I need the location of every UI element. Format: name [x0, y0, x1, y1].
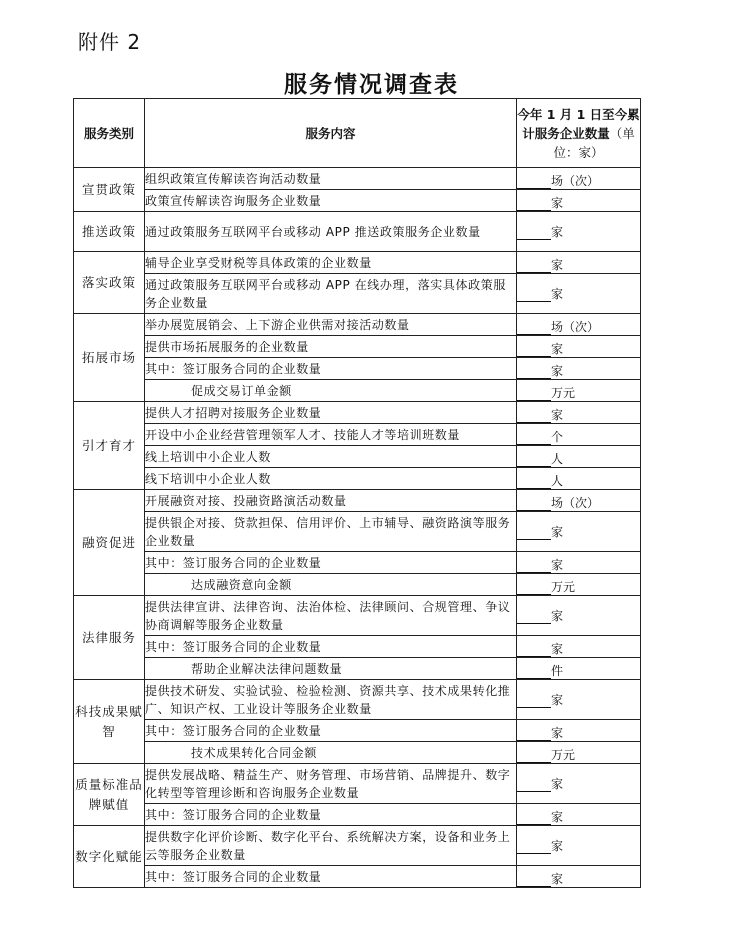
count-input-blank[interactable]: [517, 497, 551, 511]
category-cell: 拓展市场: [74, 314, 145, 402]
service-item: 举办展览展销会、上下游企业供需对接活动数量: [145, 314, 517, 336]
count-unit: 家: [551, 726, 564, 740]
service-item: 帮助企业解决法律问题数量: [145, 658, 517, 680]
service-item: 促成交易订单金额: [145, 380, 517, 402]
table-row: [74, 402, 641, 424]
category-cell: 宣贯政策: [74, 168, 145, 212]
service-item: 通过政策服务互联网平台或移动 APP 在线办理，落实具体政策服务企业数量: [145, 274, 517, 314]
header-category: 服务类别: [74, 99, 145, 168]
service-item: 提供人才招聘对接服务企业数量: [145, 402, 517, 424]
category-cell: 质量标准品牌赋值: [74, 764, 145, 826]
count-cell: [517, 742, 641, 764]
page-title: 服务情况调查表: [284, 72, 459, 98]
count-input-blank[interactable]: [517, 288, 551, 302]
service-item: 其中：签订服务合同的企业数量: [145, 804, 517, 826]
service-item: 技术成果转化合同金额: [145, 742, 517, 764]
count-cell: [517, 252, 641, 274]
service-item: 提供技术研发、实验试验、检验检测、资源共享、技术成果转化推广、知识产权、工业设计等服务企业数量: [145, 680, 517, 720]
count-input-blank[interactable]: [517, 749, 551, 763]
count-input-blank[interactable]: [517, 475, 551, 489]
count-unit: 家: [551, 525, 564, 539]
table-row: [74, 680, 641, 720]
count-input-blank[interactable]: [517, 610, 551, 624]
category-cell: 法律服务: [74, 596, 145, 680]
category-cell: 引才育才: [74, 402, 145, 490]
table-row: [74, 658, 641, 680]
count-unit: 家: [551, 408, 564, 422]
count-input-blank[interactable]: [517, 343, 551, 357]
count-input-blank[interactable]: [517, 321, 551, 335]
count-cell: [517, 866, 641, 888]
table-row: [74, 596, 641, 636]
count-input-blank[interactable]: [517, 226, 551, 240]
count-cell: [517, 596, 641, 636]
attachment-label: 附件 2: [78, 30, 142, 54]
count-cell: [517, 574, 641, 596]
count-unit: 家: [551, 609, 564, 623]
table-row: [74, 826, 641, 866]
count-unit: 场（次）: [551, 174, 600, 188]
count-cell: [517, 804, 641, 826]
count-cell: [517, 636, 641, 658]
table-row: [74, 468, 641, 490]
count-input-blank[interactable]: [517, 526, 551, 540]
count-input-blank[interactable]: [517, 840, 551, 854]
table-row: [74, 252, 641, 274]
count-input-blank[interactable]: [517, 365, 551, 379]
table-row: [74, 490, 641, 512]
category-cell: 科技成果赋智: [74, 680, 145, 764]
header-count: [517, 99, 641, 168]
service-item: 其中：签订服务合同的企业数量: [145, 552, 517, 574]
service-item: 其中：签订服务合同的企业数量: [145, 720, 517, 742]
table-row: [74, 336, 641, 358]
count-input-blank[interactable]: [517, 387, 551, 401]
table-row: [74, 274, 641, 314]
table-row: [74, 804, 641, 826]
table-row: [74, 168, 641, 190]
survey-body: [74, 168, 641, 888]
service-item: 组织政策宣传解读咨询活动数量: [145, 168, 517, 190]
count-input-blank[interactable]: [517, 431, 551, 445]
table-row: [74, 720, 641, 742]
count-input-blank[interactable]: [517, 665, 551, 679]
table-row: [74, 212, 641, 252]
category-cell: 数字化赋能: [74, 826, 145, 888]
count-input-blank[interactable]: [517, 581, 551, 595]
table-row: [74, 552, 641, 574]
count-cell: [517, 314, 641, 336]
count-unit: 人: [551, 474, 564, 488]
count-cell: [517, 680, 641, 720]
count-unit: 家: [551, 777, 564, 791]
table-row: [74, 446, 641, 468]
count-unit: 家: [551, 558, 564, 572]
count-input-blank[interactable]: [517, 643, 551, 657]
service-item: 辅导企业享受财税等具体政策的企业数量: [145, 252, 517, 274]
count-cell: [517, 424, 641, 446]
count-unit: 家: [551, 364, 564, 378]
count-input-blank[interactable]: [517, 175, 551, 189]
count-cell: [517, 658, 641, 680]
service-item: 提供发展战略、精益生产、财务管理、市场营销、品牌提升、数字化转型等管理诊断和咨询服务企业数量: [145, 764, 517, 804]
table-row: [74, 380, 641, 402]
service-item: 线上培训中小企业人数: [145, 446, 517, 468]
table-row: [74, 764, 641, 804]
count-cell: [517, 826, 641, 866]
count-cell: [517, 468, 641, 490]
service-item: 达成融资意向金额: [145, 574, 517, 596]
count-cell: [517, 720, 641, 742]
count-unit: 万元: [551, 748, 576, 762]
table-row: [74, 190, 641, 212]
count-unit: 家: [551, 225, 564, 239]
service-item: 其中：签订服务合同的企业数量: [145, 636, 517, 658]
count-cell: [517, 190, 641, 212]
count-input-blank[interactable]: [517, 197, 551, 211]
table-row: [74, 574, 641, 596]
header-content: 服务内容: [145, 99, 517, 168]
count-unit: 家: [551, 642, 564, 656]
count-cell: [517, 336, 641, 358]
table-row: [74, 358, 641, 380]
count-cell: [517, 212, 641, 252]
count-input-blank[interactable]: [517, 727, 551, 741]
count-unit: 家: [551, 693, 564, 707]
count-input-blank[interactable]: [517, 873, 551, 887]
count-unit: 家: [551, 258, 564, 272]
count-cell: [517, 274, 641, 314]
service-item: 开设中小企业经营管理领军人才、技能人才等培训班数量: [145, 424, 517, 446]
count-cell: [517, 380, 641, 402]
count-cell: [517, 402, 641, 424]
count-unit: 家: [551, 810, 564, 824]
table-row: [74, 314, 641, 336]
count-unit: 家: [551, 839, 564, 853]
count-cell: [517, 490, 641, 512]
count-unit: 万元: [551, 580, 576, 594]
service-item: 提供数字化评价诊断、数字化平台、系统解决方案，设备和业务上云等服务企业数量: [145, 826, 517, 866]
service-item: 政策宣传解读咨询服务企业数量: [145, 190, 517, 212]
count-cell: [517, 446, 641, 468]
count-input-blank[interactable]: [517, 778, 551, 792]
count-unit: 人: [551, 452, 564, 466]
table-row: [74, 866, 641, 888]
count-unit: 家: [551, 196, 564, 210]
count-cell: [517, 512, 641, 552]
count-cell: [517, 358, 641, 380]
count-unit: 万元: [551, 386, 576, 400]
table-row: [74, 742, 641, 764]
count-unit: 件: [551, 664, 564, 678]
service-item: 提供市场拓展服务的企业数量: [145, 336, 517, 358]
table-row: [74, 636, 641, 658]
service-item: 开展融资对接、投融资路演活动数量: [145, 490, 517, 512]
count-unit: 个: [551, 430, 564, 444]
header-count-unit: （单位：家）: [553, 125, 635, 160]
table-row: [74, 512, 641, 552]
survey-table: [73, 98, 641, 888]
count-unit: 场（次）: [551, 496, 600, 510]
category-cell: 推送政策: [74, 212, 145, 252]
service-item: 提供法律宣讲、法律咨询、法治体检、法律顾问、合规管理、争议协商调解等服务企业数量: [145, 596, 517, 636]
count-input-blank[interactable]: [517, 811, 551, 825]
service-item: 其中：签订服务合同的企业数量: [145, 358, 517, 380]
count-input-blank[interactable]: [517, 409, 551, 423]
service-item: 提供银企对接、贷款担保、信用评价、上市辅导、融资路演等服务企业数量: [145, 512, 517, 552]
service-item: 通过政策服务互联网平台或移动 APP 推送政策服务企业数量: [145, 212, 517, 252]
category-cell: 融资促进: [74, 490, 145, 596]
count-cell: [517, 552, 641, 574]
count-input-blank[interactable]: [517, 694, 551, 708]
service-item: 线下培训中小企业人数: [145, 468, 517, 490]
count-unit: 家: [551, 287, 564, 301]
count-cell: [517, 168, 641, 190]
count-unit: 家: [551, 872, 564, 886]
category-cell: 落实政策: [74, 252, 145, 314]
service-item: 其中：签订服务合同的企业数量: [145, 866, 517, 888]
count-input-blank[interactable]: [517, 259, 551, 273]
count-input-blank[interactable]: [517, 453, 551, 467]
count-input-blank[interactable]: [517, 559, 551, 573]
count-unit: 家: [551, 342, 564, 356]
count-cell: [517, 764, 641, 804]
header-count-main: 今年 1 月 1 日至今累计服务企业数量: [517, 106, 640, 141]
count-unit: 场（次）: [551, 320, 600, 334]
table-row: [74, 424, 641, 446]
